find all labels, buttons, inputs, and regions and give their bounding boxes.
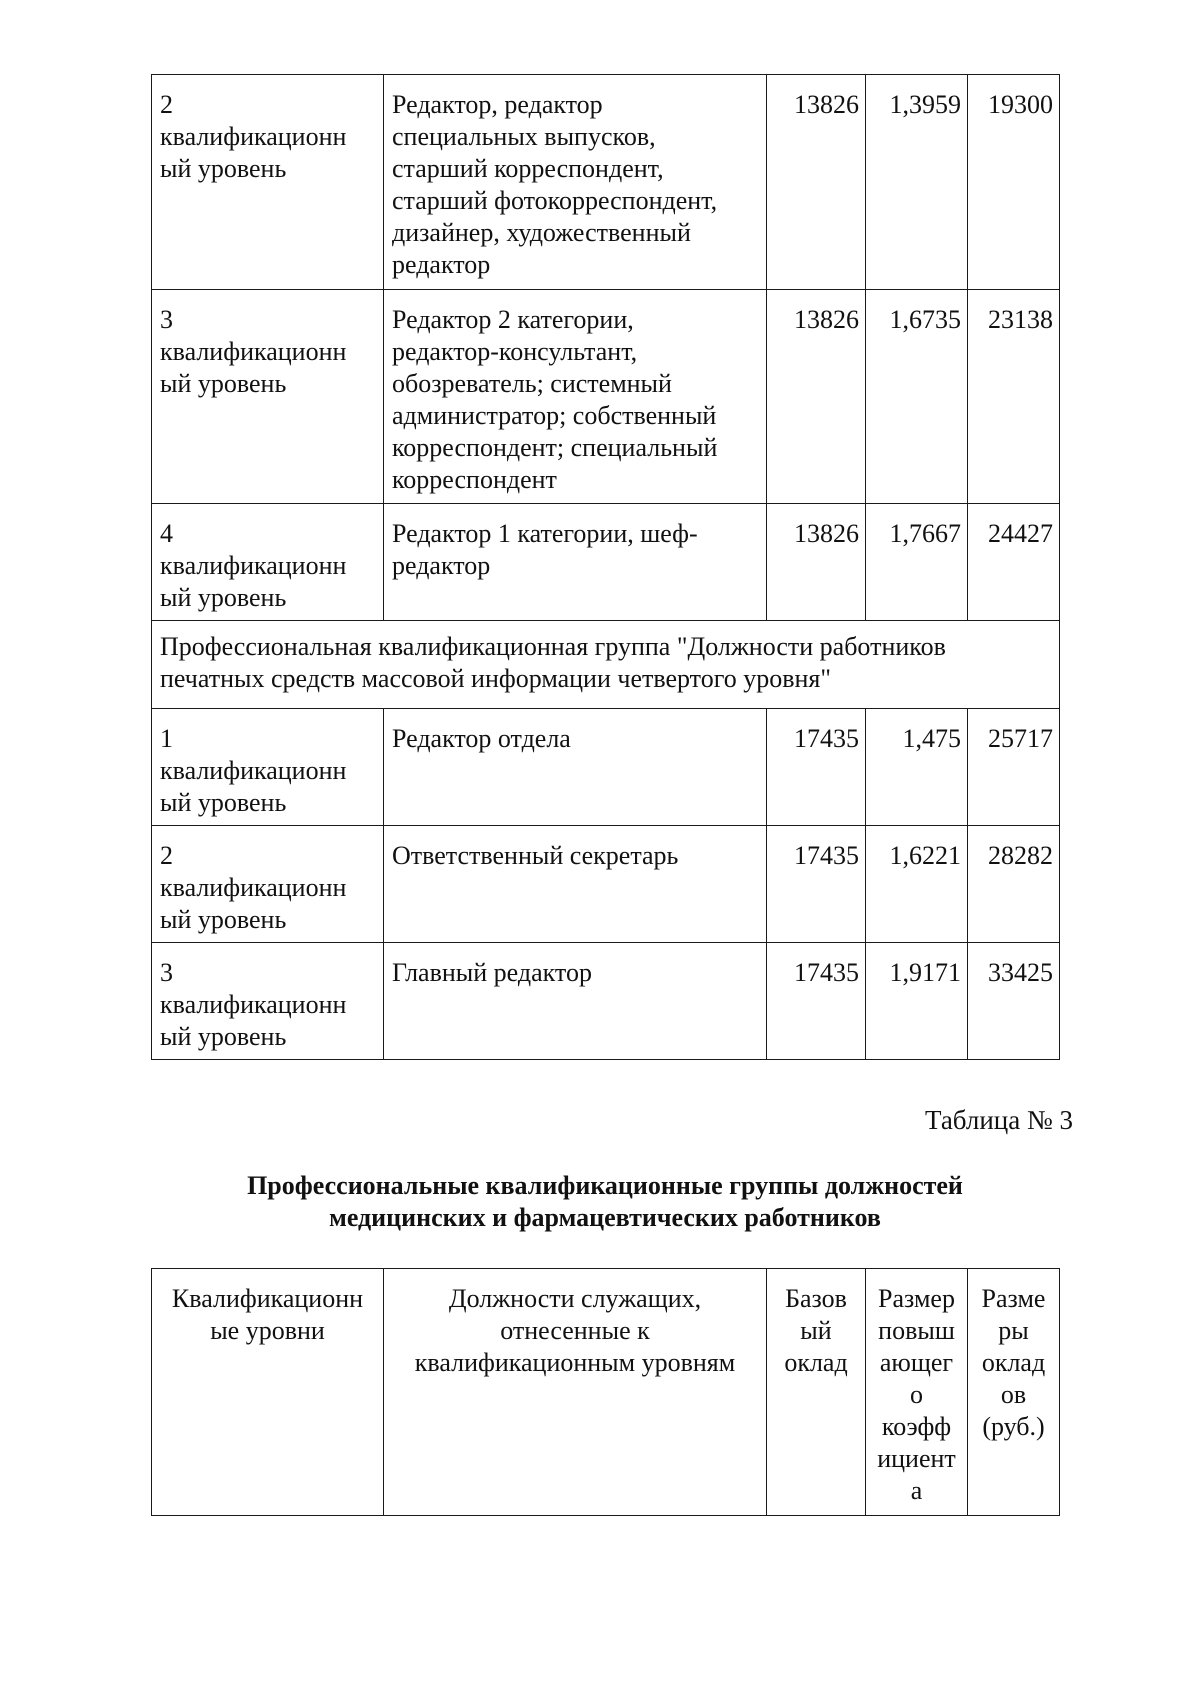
level-label-line: квалификационн [160,551,347,580]
positions-line: корреспондент; специальный [392,433,718,462]
header-coefficient [866,1269,968,1516]
salary-cell: 33425 [968,943,1060,1060]
header-coefficient-line: Размер [878,1284,955,1313]
positions-cell [384,504,767,621]
level-label-line: квалификационн [160,873,347,902]
positions-line: дизайнер, художественный [392,218,691,247]
header-salaries-line: (руб.) [982,1412,1045,1441]
level-label-line: ый уровень [160,154,287,183]
level-number: 2 [160,841,173,870]
positions-cell [384,75,767,290]
table-row [152,826,1060,943]
positions-line: Редактор 1 категории, шеф- [392,519,698,548]
level-number: 1 [160,724,173,753]
level-label-line: ый уровень [160,905,287,934]
header-positions-line: отнесенные к [500,1316,650,1345]
header-salaries [968,1269,1060,1516]
level-label-line: квалификационн [160,122,347,151]
table-row [152,709,1060,826]
header-base-salary-line: Базов [785,1284,847,1313]
level-number: 4 [160,519,173,548]
header-salaries-line: Разме [981,1284,1046,1313]
header-salaries-line: оклад [981,1348,1046,1377]
coefficient-cell: 1,6221 [866,826,968,943]
group-title-line: Профессиональная квалификационная группа "Должности работников [160,632,946,661]
base-salary-cell: 17435 [767,826,866,943]
salary-cell: 23138 [968,290,1060,504]
table-number-label: Таблица № 3 [925,1105,1073,1135]
positions-line: корреспондент [392,465,557,494]
header-coefficient-line: ициент [877,1444,956,1473]
table-row [152,75,1060,290]
table-row [152,943,1060,1060]
qualification-level-cell [152,290,384,504]
salary-cell: 28282 [968,826,1060,943]
header-qualification-levels [152,1269,384,1516]
base-salary-cell: 13826 [767,290,866,504]
header-coefficient-line: о [910,1380,923,1409]
positions-line: обозреватель; системный [392,369,672,398]
group-title-cell [152,621,1060,709]
positions-cell [384,826,767,943]
coefficient-cell: 1,475 [866,709,968,826]
header-coefficient-line: а [910,1476,923,1505]
header-qualification-levels-line: Квалификационн [171,1284,364,1313]
coefficient-cell: 1,9171 [866,943,968,1060]
level-number: 3 [160,305,173,334]
positions-cell [384,943,767,1060]
base-salary-cell: 17435 [767,709,866,826]
positions-cell [384,709,767,826]
table-row [152,504,1060,621]
qualification-level-cell [152,826,384,943]
level-label-line: квалификационн [160,990,347,1019]
level-label-line: квалификационн [160,756,347,785]
coefficient-cell: 1,6735 [866,290,968,504]
header-salaries-line: ры [998,1316,1029,1345]
coefficient-cell: 1,3959 [866,75,968,290]
header-base-salary [767,1269,866,1516]
section-title-line-1: Профессиональные квалификационные группы должностей [247,1171,963,1200]
base-salary-cell: 13826 [767,504,866,621]
header-row [152,1269,1060,1516]
positions-line: старший фотокорреспондент, [392,186,718,215]
medical-salary-table-header [151,1268,1060,1516]
level-label-line: ый уровень [160,1022,287,1051]
header-positions-line: квалификационным уровням [414,1348,736,1377]
header-base-salary-line: оклад [784,1348,848,1377]
level-number: 3 [160,958,173,987]
qualification-level-cell [152,709,384,826]
positions-line: Редактор, редактор [392,90,603,119]
section-title-line-2: медицинских и фармацевтических работников [329,1203,881,1232]
header-coefficient-line: коэфф [881,1412,952,1441]
header-qualification-levels-line: ые уровни [210,1316,325,1345]
header-coefficient-line: ающег [879,1348,954,1377]
header-positions [384,1269,767,1516]
positions-line: редактор [392,551,491,580]
positions-line: Ответственный секретарь [392,841,679,870]
header-positions-line: Должности служащих, [448,1284,702,1313]
level-label-line: ый уровень [160,788,287,817]
positions-line: редактор-консультант, [392,337,638,366]
positions-line: Редактор 2 категории, [392,305,634,334]
table-row [152,290,1060,504]
salary-cell: 19300 [968,75,1060,290]
positions-line: Редактор отдела [392,724,571,753]
header-salaries-line: ов [1000,1380,1027,1409]
positions-line: администратор; собственный [392,401,717,430]
group-title-line: печатных средств массовой информации четвертого уровня" [160,664,831,693]
header-base-salary-line: ый [800,1316,832,1345]
level-label-line: квалификационн [160,337,347,366]
group-row [152,621,1060,709]
salary-table-continued [151,74,1060,1060]
section-title [151,1170,1059,1234]
positions-cell [384,290,767,504]
level-label-line: ый уровень [160,369,287,398]
positions-line: Главный редактор [392,958,592,987]
coefficient-cell: 1,7667 [866,504,968,621]
positions-line: редактор [392,250,491,279]
positions-line: специальных выпусков, [392,122,656,151]
salary-cell: 25717 [968,709,1060,826]
qualification-level-cell [152,75,384,290]
base-salary-cell: 13826 [767,75,866,290]
qualification-level-cell [152,504,384,621]
header-coefficient-line: повыш [878,1316,955,1345]
level-number: 2 [160,90,173,119]
level-label-line: ый уровень [160,583,287,612]
salary-cell: 24427 [968,504,1060,621]
base-salary-cell: 17435 [767,943,866,1060]
positions-line: старший корреспондент, [392,154,664,183]
qualification-level-cell [152,943,384,1060]
